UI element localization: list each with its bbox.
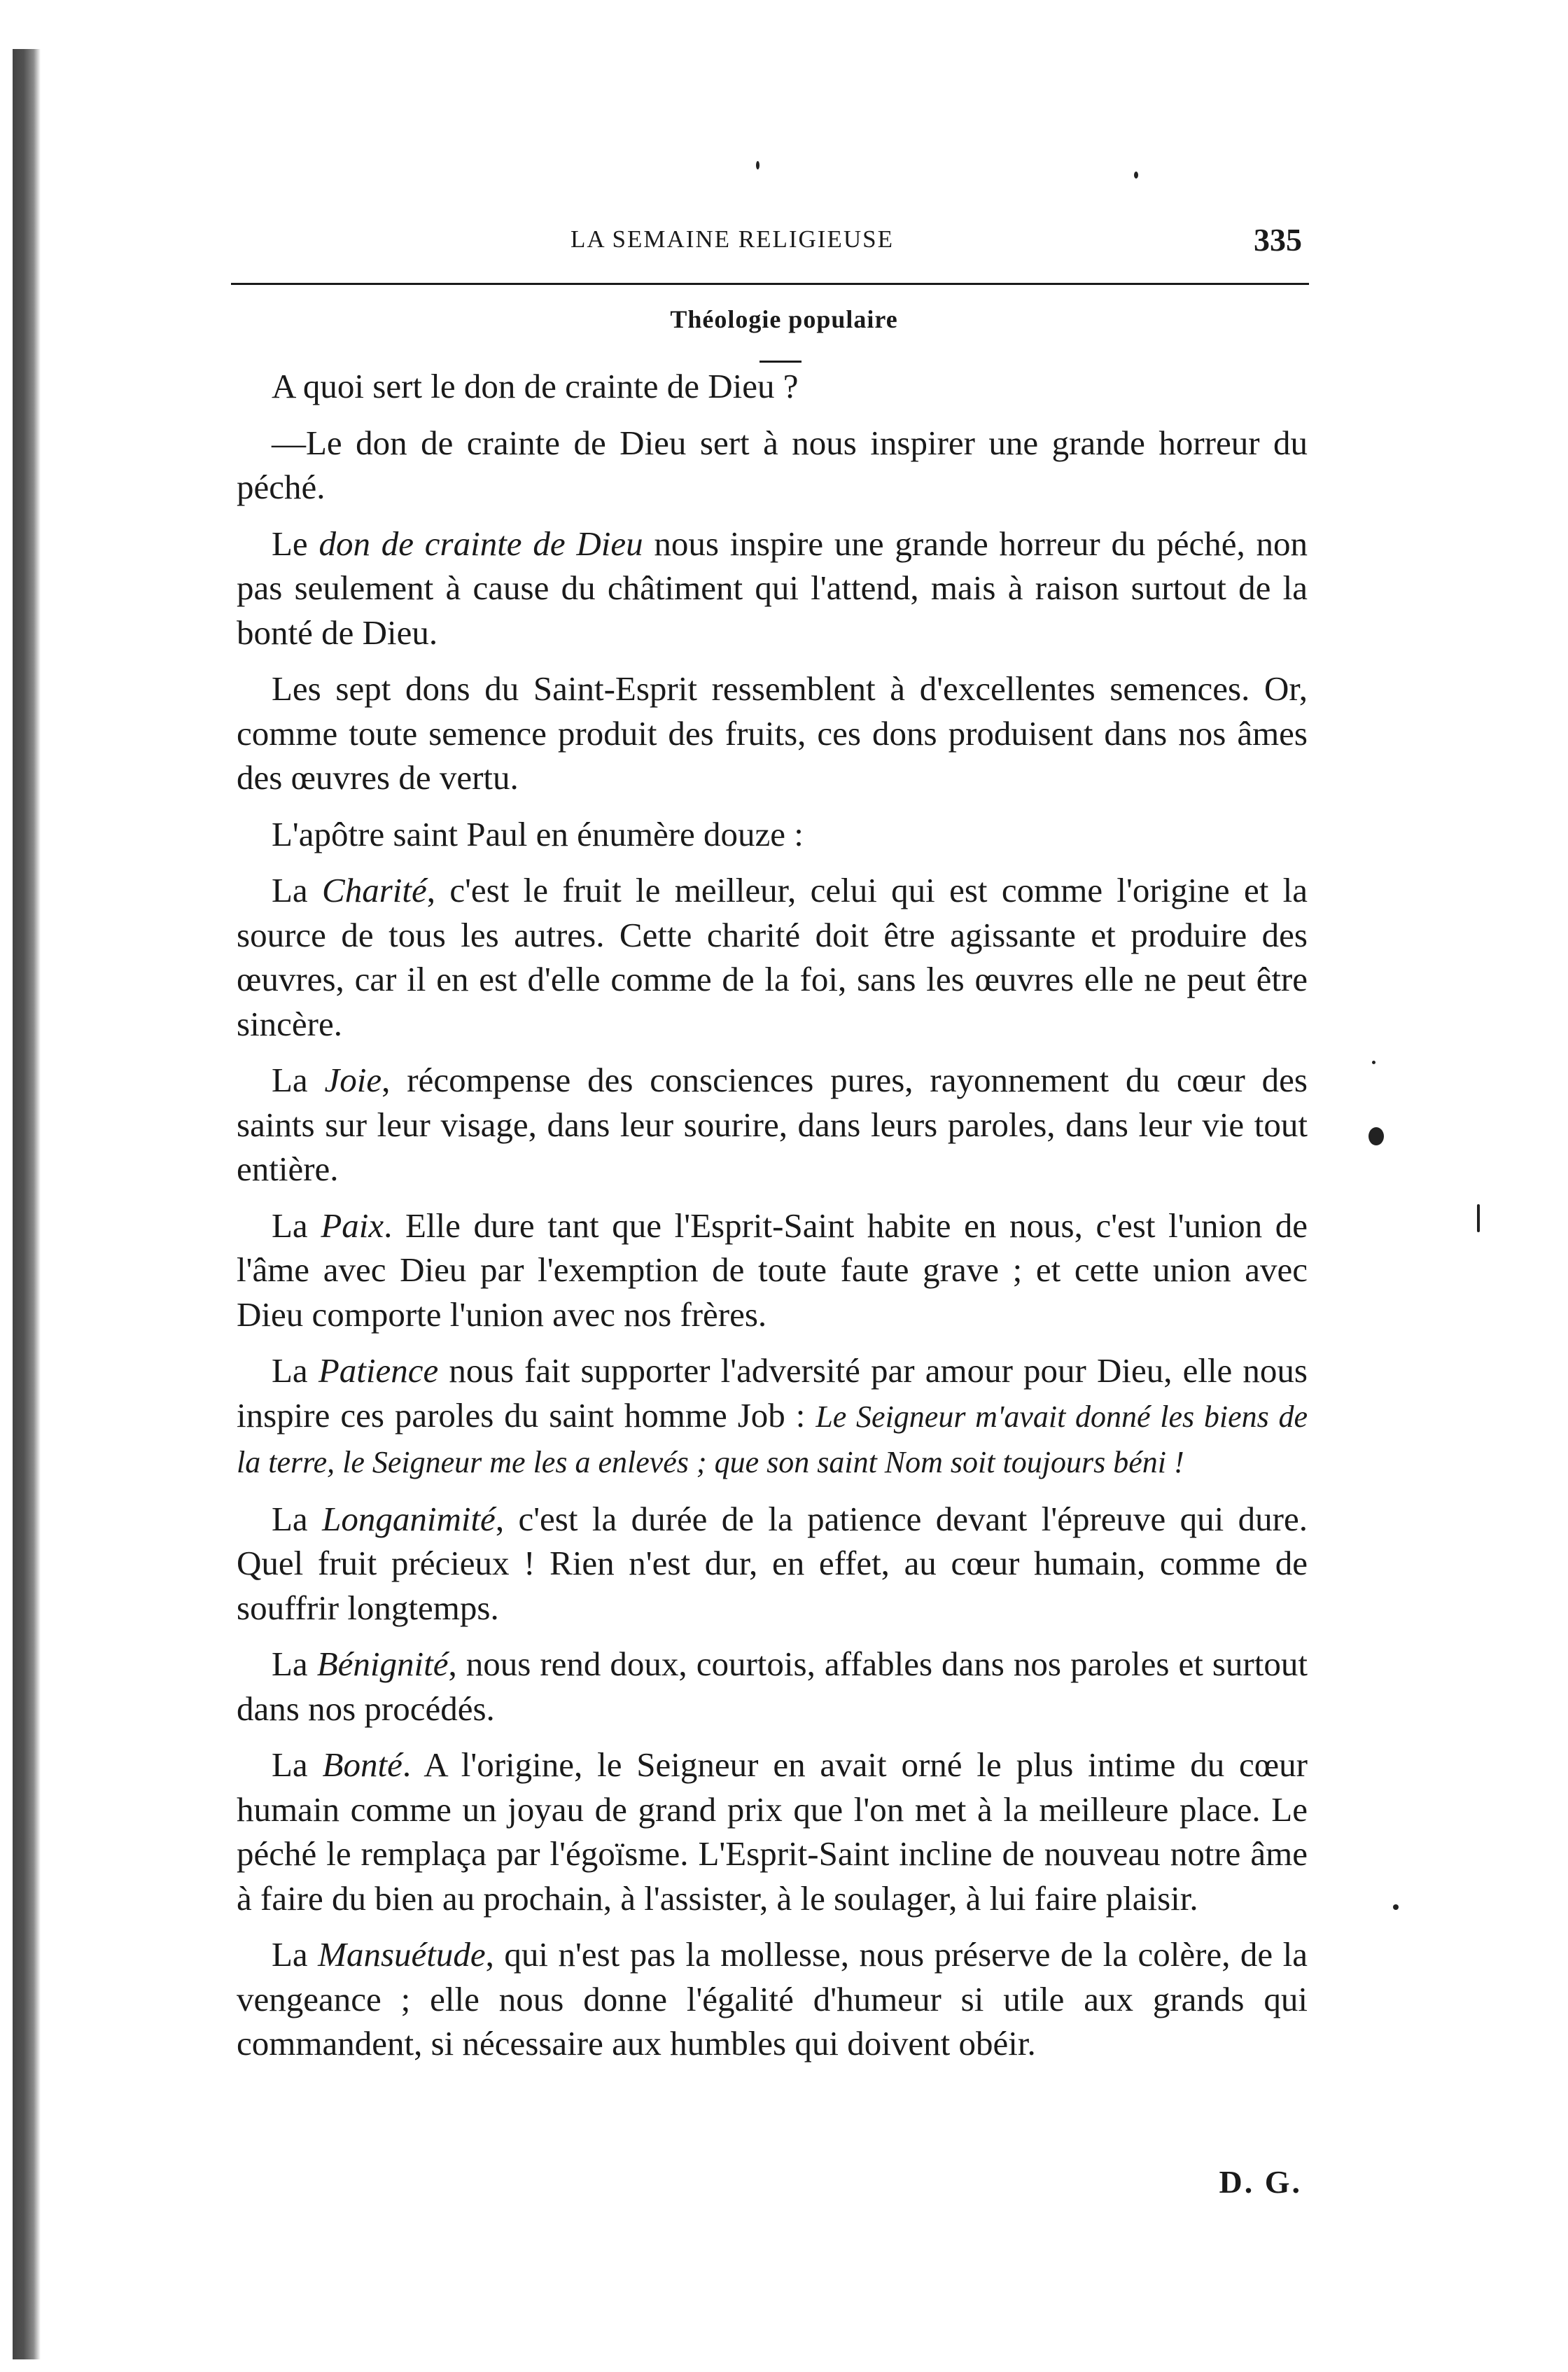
paragraph-lead: La [272,871,323,909]
paragraph-text: nous fait supporter l'adversité par amour pour Dieu, elle nous inspire ces paroles du saint homme Job : [237,1351,1308,1435]
paragraph [237,1058,1308,1192]
print-speck [1368,1127,1384,1145]
paragraph-lead: La [272,1645,317,1683]
paragraph-text: . A l'origine, le Seigneur en avait orné le plus intime du cœur humain comme un joyau de grand prix que l'on met à la meilleure place. Le péché le remplaça par l'égoïsme. L'Esprit-Saint incline de nouveau notre âme à faire du bien au prochain, à l'assister, à le soulager, à lui faire plaisir. [237,1745,1308,1918]
paragraph-lead: La [272,1499,323,1538]
paragraph [237,667,1308,800]
paragraph-text: , récompense des consciences pures, rayonnement du cœur des saints sur leur visage, dans leur sourire, dans leurs paroles, dans leur vie tout entière. [237,1061,1308,1188]
page-number: 335 [1254,222,1302,258]
paragraph-term: don de crainte de Dieu [318,524,643,563]
print-speck [1393,1904,1399,1910]
paragraph [237,1743,1308,1920]
paragraph-lead: La [272,1745,323,1784]
signature: D. G. [1219,2164,1302,2200]
paragraph-text: , c'est la durée de la patience devant l'épreuve qui dure. Quel fruit précieux ! Rien n'est dur, en effet, au cœur humain, comme de souffrir longtemps. [237,1499,1308,1627]
paragraph [237,522,1308,655]
paragraph-lead: La [272,1061,325,1099]
paragraph-lead: Les sept dons du Saint-Esprit ressemblent à d'excellentes semences. Or, comme toute semence produit des fruits, ces dons produisent dans nos âmes des œuvres de vertu. [237,669,1308,797]
paragraph-lead: La [272,1935,318,1974]
paragraph [237,812,1308,857]
paragraph-term: Joie [324,1061,382,1099]
paragraph-text: . Elle dure tant que l'Esprit-Saint habite en nous, c'est l'union de l'âme avec Dieu par l'exemption de toute faute grave ; et cette union avec Dieu comporte l'union avec nos frères. [237,1206,1308,1334]
print-speck [1372,1061,1376,1064]
paragraph-term: Mansuétude [318,1935,486,1974]
section-title: Théologie populaire [670,305,898,333]
print-speck [1477,1204,1480,1232]
paragraph-lead: L'apôtre saint Paul en énumère douze : [272,814,804,853]
paragraph [237,1642,1308,1731]
paragraph-term: Longanimité [322,1499,496,1538]
paragraph-term: Patience [318,1351,439,1390]
print-speck [756,161,760,169]
title-rule [760,361,802,363]
header-rule [231,283,1309,285]
scan-binding-edge [13,49,41,2359]
running-title: LA SEMAINE RELIGIEUSE [570,225,894,253]
paragraph [237,1348,1308,1485]
paragraph-text: nous inspire une grande horreur du péché, non pas seulement à cause du châtiment qui l'attend, mais à raison surtout de la bonté de Dieu. [237,524,1308,652]
paragraph-lead: La [272,1206,321,1245]
paragraph-quote: Le Seigneur m'avait donné les biens de la terre, le Seigneur me les a enlevés ; que son saint Nom soit toujours béni ! [237,1399,1308,1479]
article-body [237,364,1308,2078]
paragraph-lead: A quoi sert le don de crainte de Dieu ? [272,367,799,405]
paragraph-lead: —Le don de crainte de Dieu sert à nous inspirer une grande horreur du péché. [237,423,1308,506]
paragraph-lead: Le [272,524,319,563]
running-header [238,221,1309,263]
print-speck [1134,172,1138,179]
paragraph [237,1204,1308,1337]
paragraph-text: , qui n'est pas la mollesse, nous préserve de la colère, de la vengeance ; elle nous donne l'égalité d'humeur si utile aux grands qui commandent, si nécessaire aux humbles qui doivent obéir. [237,1935,1308,2063]
paragraph-term: Bonté [322,1745,402,1784]
paragraph-lead: La [272,1351,318,1390]
paragraph-term: Paix [321,1206,384,1245]
paragraph [237,1932,1308,2066]
paragraph-term: Charité [322,871,427,909]
paragraph [237,868,1308,1046]
paragraph-text: , nous rend doux, courtois, affables dans nos paroles et surtout dans nos procédés. [237,1645,1308,1728]
paragraph [237,1497,1308,1631]
paragraph [237,364,1308,409]
paragraph [237,421,1308,510]
paragraph-text: , c'est le fruit le meilleur, celui qui est comme l'origine et la source de tous les autres. Cette charité doit être agissante et produire des œuvres, car il en est d'elle comme de la foi, sans les œuvres elle ne peut être sincère. [237,871,1308,1043]
paragraph-term: Bénignité [316,1645,449,1683]
